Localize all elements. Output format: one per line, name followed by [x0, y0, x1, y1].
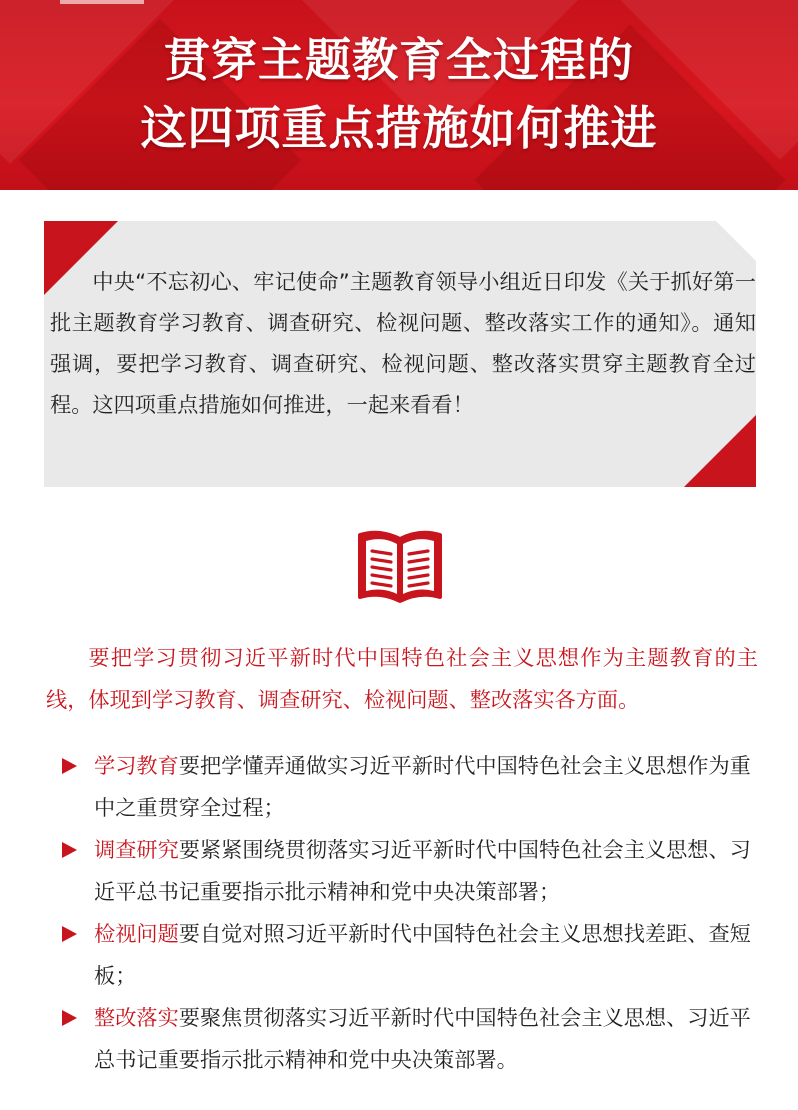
measure-keyword: 整改落实 [94, 1005, 179, 1030]
measure-text: 要自觉对照习近平新时代中国特色社会主义思想找差距、查短板； [94, 921, 751, 988]
open-book-icon [356, 525, 444, 611]
triangle-bullet-icon [62, 758, 77, 774]
page-title-line1: 贯穿主题教育全过程的 [164, 33, 634, 87]
list-item [62, 997, 762, 1081]
list-item [62, 913, 762, 997]
intro-paragraph: 中央“不忘初心、牢记使命”主题教育领导小组近日印发《关于抓好第一批主题教育学习教育、调查研究、检视问题、整改落实工作的通知》。通知强调，要把学习教育、调查研究、检视问题、整改落实贯穿主题教育全过程。这四项重点措施如何推进，一起来看看！ [50, 269, 756, 417]
lead-paragraph: 要把学习贯彻习近平新时代中国特色社会主义思想作为主题教育的主线，体现到学习教育、调查研究、检视问题、整改落实各方面。 [46, 645, 758, 712]
measure-text: 要把学懂弄通做实习近平新时代中国特色社会主义思想作为重中之重贯穿全过程； [94, 753, 751, 820]
measure-keyword: 学习教育 [94, 753, 179, 778]
measure-keyword: 调查研究 [94, 837, 179, 862]
header-banner [0, 0, 798, 190]
corner-cut-top-right [716, 221, 756, 261]
measure-text: 要紧紧围绕贯彻落实习近平新时代中国特色社会主义思想、习近平总书记重要指示批示精神和党中央决策部署； [94, 837, 751, 904]
intro-box [44, 221, 756, 487]
list-item [62, 829, 762, 913]
triangle-bullet-icon [62, 926, 77, 942]
page-title-line2: 这四项重点措施如何推进 [140, 101, 658, 155]
measure-text: 要聚焦贯彻落实习近平新时代中国特色社会主义思想、习近平总书记重要指示批示精神和党中央决策部署。 [94, 1005, 751, 1072]
triangle-bullet-icon [62, 842, 77, 858]
list-item [62, 745, 762, 829]
measure-keyword: 检视问题 [94, 921, 179, 946]
triangle-bullet-icon [62, 1010, 77, 1026]
measures-list [62, 745, 762, 1081]
corner-triangle-bottom-right [684, 415, 756, 487]
